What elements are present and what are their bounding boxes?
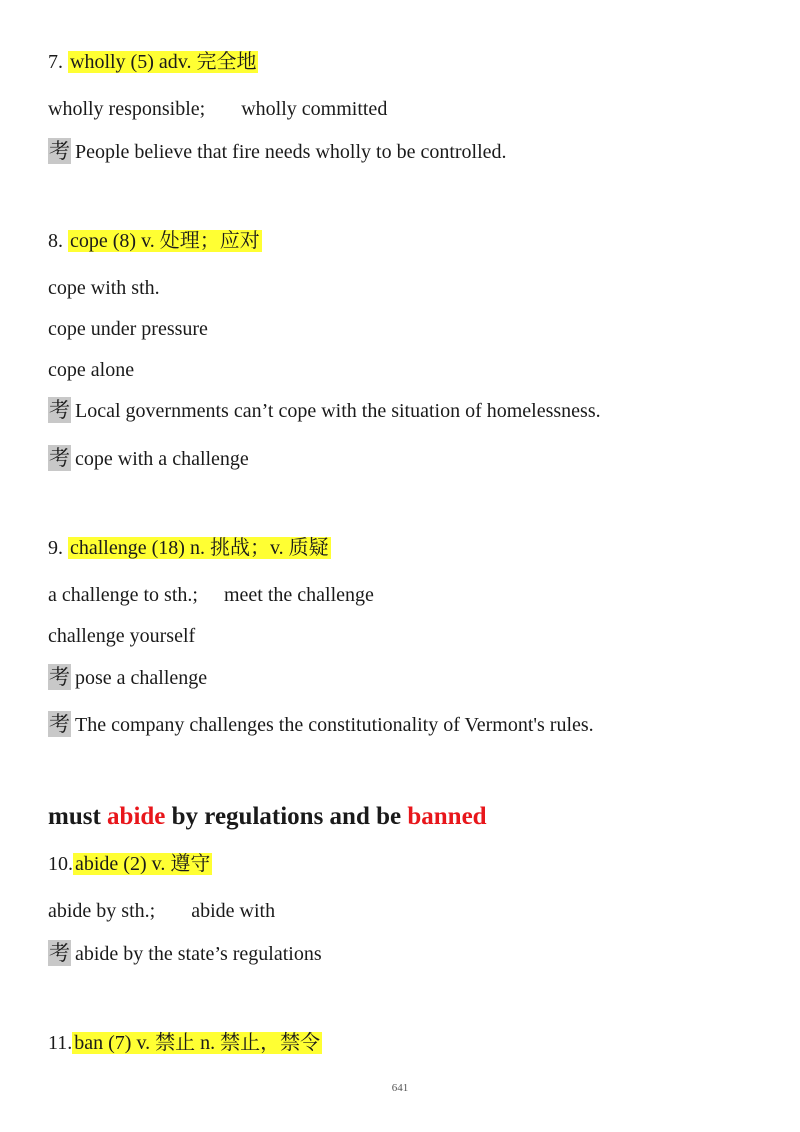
exam-marker: 考 — [49, 139, 70, 163]
phrase-line: cope alone — [48, 359, 135, 381]
phrase-line: a challenge to sth.; meet the challenge — [48, 584, 374, 606]
exam-marker: 考 — [49, 712, 70, 736]
exam-line: 考 abide by the state’s regulations — [49, 941, 322, 965]
entry-8-header — [48, 227, 262, 255]
section-heading: must abide by regulations and be banned — [48, 803, 487, 830]
entry-10-header — [48, 850, 212, 878]
page-number: 641 — [391, 1082, 409, 1094]
headword-highlight: abide (2) v. 遵守 — [75, 853, 211, 875]
phrase-line: wholly responsible; wholly committed — [48, 98, 388, 120]
exam-marker: 考 — [49, 446, 70, 470]
entry-number: 7. — [48, 51, 63, 73]
entry-9-header — [48, 534, 331, 562]
phrase-line: cope with sth. — [48, 277, 160, 299]
exam-line: 考 The company challenges the constitutionality of Vermont's rules. — [49, 712, 594, 736]
headword-highlight: cope (8) v. 处理；应对 — [70, 230, 260, 252]
phrase-line: cope under pressure — [48, 318, 208, 340]
exam-line: 考 Local governments can’t cope with the situation of homelessness. — [49, 398, 601, 422]
exam-marker: 考 — [49, 941, 70, 965]
headword-highlight: challenge (18) n. 挑战；v. 质疑 — [70, 537, 329, 559]
headword-highlight: wholly (5) adv. 完全地 — [70, 51, 257, 73]
phrase-line: challenge yourself — [48, 625, 196, 647]
headword-highlight: ban (7) v. 禁止 n. 禁止，禁令 — [74, 1032, 321, 1054]
exam-line: 考 cope with a challenge — [49, 446, 249, 470]
exam-marker: 考 — [49, 398, 70, 422]
entry-number: 10. — [48, 853, 73, 875]
phrase-line: abide by sth.; abide with — [48, 900, 276, 922]
entry-7-header — [48, 48, 258, 76]
exam-line: 考 People believe that fire needs wholly to be controlled. — [49, 139, 507, 163]
entry-11-header — [48, 1029, 322, 1057]
entry-number: 11. — [48, 1032, 73, 1054]
entry-number: 9. — [48, 537, 63, 559]
exam-marker: 考 — [49, 665, 70, 689]
exam-line: 考 pose a challenge — [49, 665, 208, 689]
entry-number: 8. — [48, 230, 63, 252]
